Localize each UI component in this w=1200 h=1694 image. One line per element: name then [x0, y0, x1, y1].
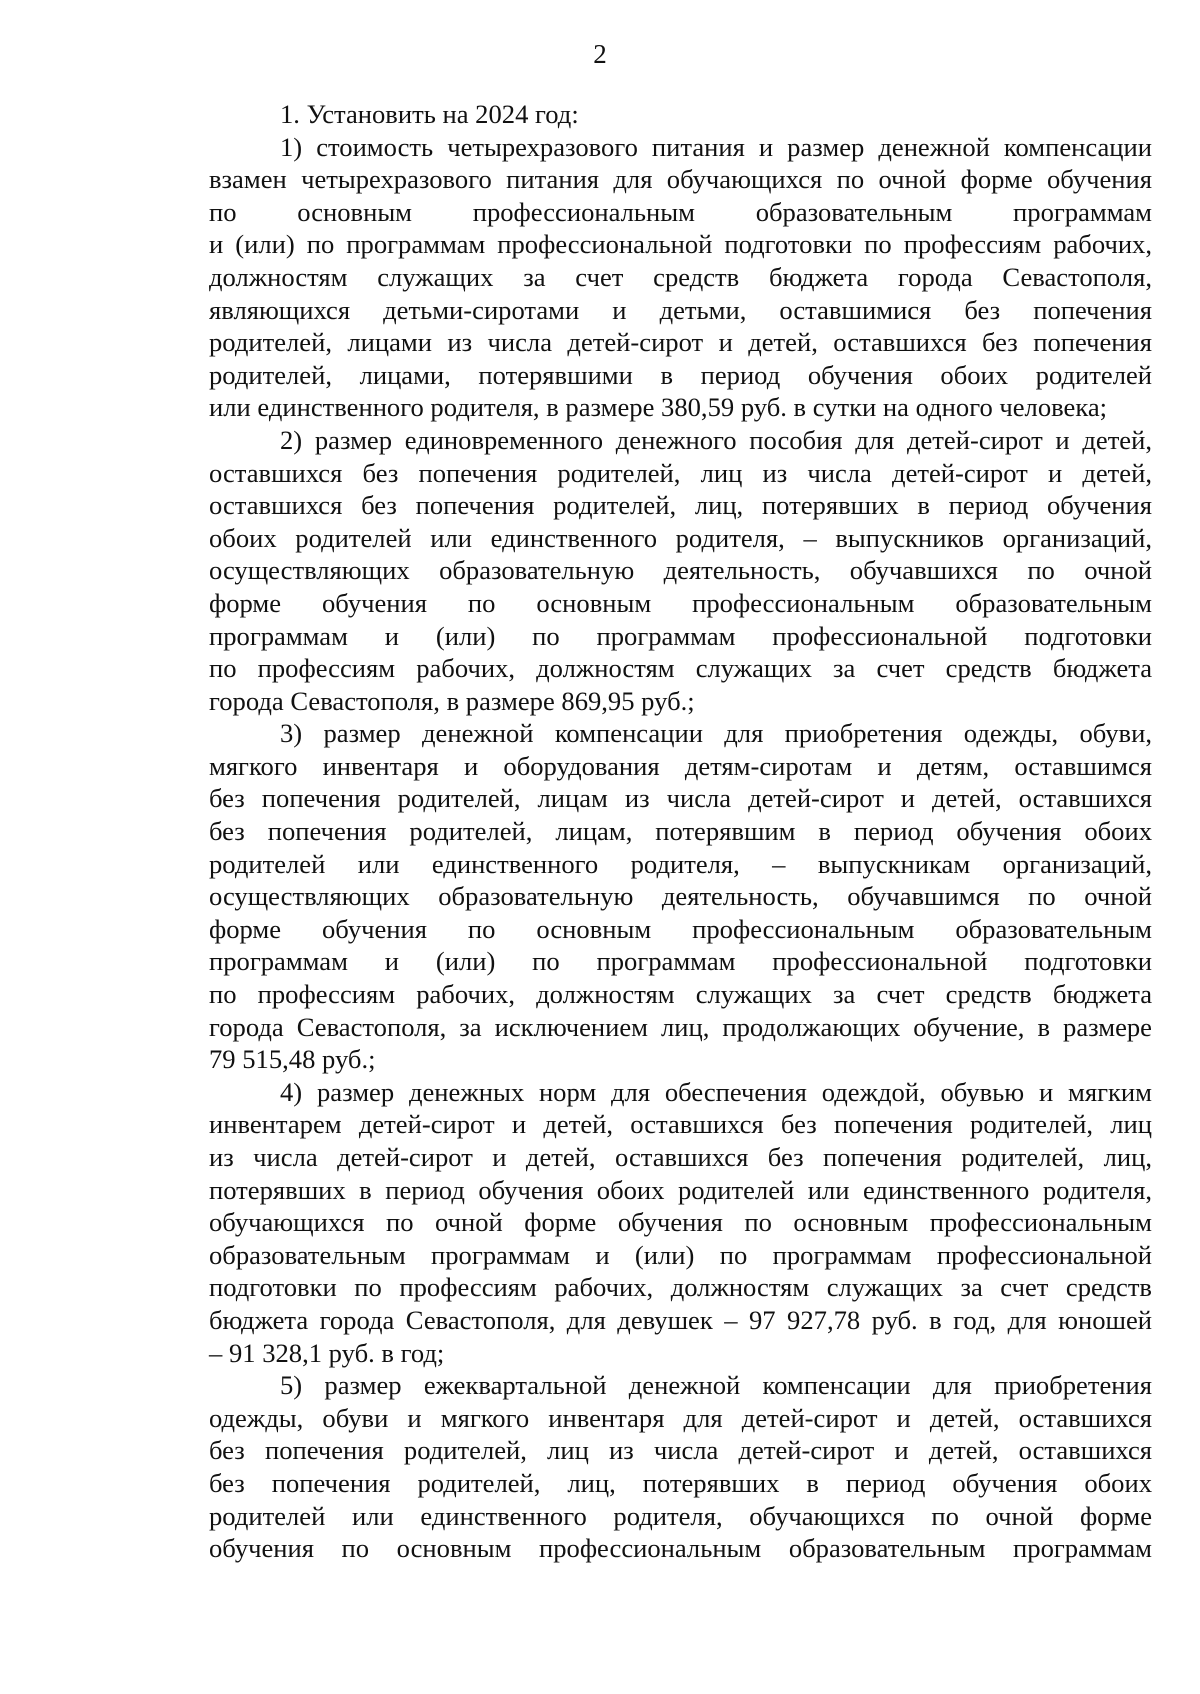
text-line: программам и (или) по программам профессиональной подготовки — [209, 946, 1152, 977]
text-line: или единственного родителя, в размере 380,59 руб. в сутки на одного человека; — [209, 392, 1108, 423]
text-line: обучения по основным профессиональным образовательным программам — [209, 1533, 1152, 1564]
text-line: по основным профессиональным образовательным программам — [209, 196, 1152, 227]
paragraph-1 — [209, 98, 1152, 131]
text-line: без попечения родителей, лицам из числа детей-сирот и детей, оставшихся — [209, 783, 1152, 814]
text-line: должностям служащих за счет средств бюджета города Севастополя, — [209, 261, 1152, 292]
text-line: родителей или единственного родителя, – выпускникам организаций, — [209, 848, 1152, 879]
text-line: взамен четырехразового питания для обучающихся по очной форме обучения — [209, 164, 1152, 195]
text-line: потерявших в период обучения обоих родителей или единственного родителя, — [209, 1174, 1152, 1205]
text-line: осуществляющих образовательную деятельность, обучавшихся по очной — [209, 555, 1152, 586]
text-line: подготовки по профессиям рабочих, должностям служащих за счет средств — [209, 1272, 1152, 1303]
text-line: 2) размер единовременного денежного пособия для детей-сирот и детей, — [280, 424, 1152, 455]
text-line: одежды, обуви и мягкого инвентаря для детей-сирот и детей, оставшихся — [209, 1402, 1152, 1433]
text-line: оставшихся без попечения родителей, лиц из числа детей-сирот и детей, — [209, 457, 1152, 488]
text-line: 1) стоимость четырехразового питания и размер денежной компенсации — [280, 131, 1152, 162]
paragraph-6 — [209, 1369, 1152, 1565]
paragraph-3 — [209, 424, 1152, 717]
text-line: форме обучения по основным профессиональным образовательным — [209, 587, 1152, 618]
text-line: по профессиям рабочих, должностям служащих за счет средств бюджета — [209, 653, 1152, 684]
text-line: 4) размер денежных норм для обеспечения одеждой, обувью и мягким — [280, 1076, 1152, 1107]
text-line: форме обучения по основным профессиональным образовательным — [209, 913, 1152, 944]
text-line: мягкого инвентаря и оборудования детям-сиротам и детям, оставшимся — [209, 750, 1152, 781]
text-line: по профессиям рабочих, должностям служащих за счет средств бюджета — [209, 979, 1152, 1010]
page-number: 2 — [593, 39, 607, 69]
text-line: города Севастополя, в размере 869,95 руб.; — [209, 685, 695, 716]
document-body — [209, 98, 1152, 1565]
text-line: осуществляющих образовательную деятельность, обучавшимся по очной — [209, 881, 1152, 912]
text-line: города Севастополя, за исключением лиц, продолжающих обучение, в размере — [209, 1011, 1152, 1042]
text-line: образовательным программам и (или) по программам профессиональной — [209, 1239, 1152, 1270]
text-line: без попечения родителей, лиц, потерявших в период обучения обоих — [209, 1467, 1152, 1498]
paragraph-4 — [209, 717, 1152, 1076]
paragraph-2 — [209, 131, 1152, 424]
text-line: 79 515,48 руб.; — [209, 1044, 376, 1075]
paragraph-5 — [209, 1076, 1152, 1369]
text-line: и (или) по программам профессиональной подготовки по профессиям рабочих, — [209, 229, 1152, 260]
text-line: 1. Установить на 2024 год: — [280, 99, 579, 129]
text-line: инвентарем детей-сирот и детей, оставшихся без попечения родителей, лиц — [209, 1109, 1152, 1140]
text-line: родителей, лицами, потерявшими в период обучения обоих родителей — [209, 359, 1152, 390]
text-line: обоих родителей или единственного родителя, – выпускников организаций, — [209, 522, 1152, 553]
text-line: оставшихся без попечения родителей, лиц, потерявших в период обучения — [209, 490, 1152, 521]
text-line: – 91 328,1 руб. в год; — [209, 1337, 445, 1368]
text-line: являющихся детьми-сиротами и детьми, оставшимися без попечения — [209, 294, 1152, 325]
text-line: программам и (или) по программам профессиональной подготовки — [209, 620, 1152, 651]
text-line: бюджета города Севастополя, для девушек – 97 927,78 руб. в год, для юношей — [209, 1304, 1152, 1335]
text-line: 5) размер ежеквартальной денежной компенсации для приобретения — [280, 1370, 1152, 1401]
text-line: 3) размер денежной компенсации для приобретения одежды, обуви, — [280, 718, 1152, 749]
text-line: родителей или единственного родителя, обучающихся по очной форме — [209, 1500, 1152, 1531]
text-line: без попечения родителей, лицам, потерявшим в период обучения обоих — [209, 816, 1152, 847]
text-line: обучающихся по очной форме обучения по основным профессиональным — [209, 1207, 1152, 1238]
text-line: родителей, лицами из числа детей-сирот и детей, оставшихся без попечения — [209, 327, 1152, 358]
text-line: без попечения родителей, лиц из числа детей-сирот и детей, оставшихся — [209, 1435, 1152, 1466]
text-line: из числа детей-сирот и детей, оставшихся без попечения родителей, лиц, — [209, 1142, 1152, 1172]
